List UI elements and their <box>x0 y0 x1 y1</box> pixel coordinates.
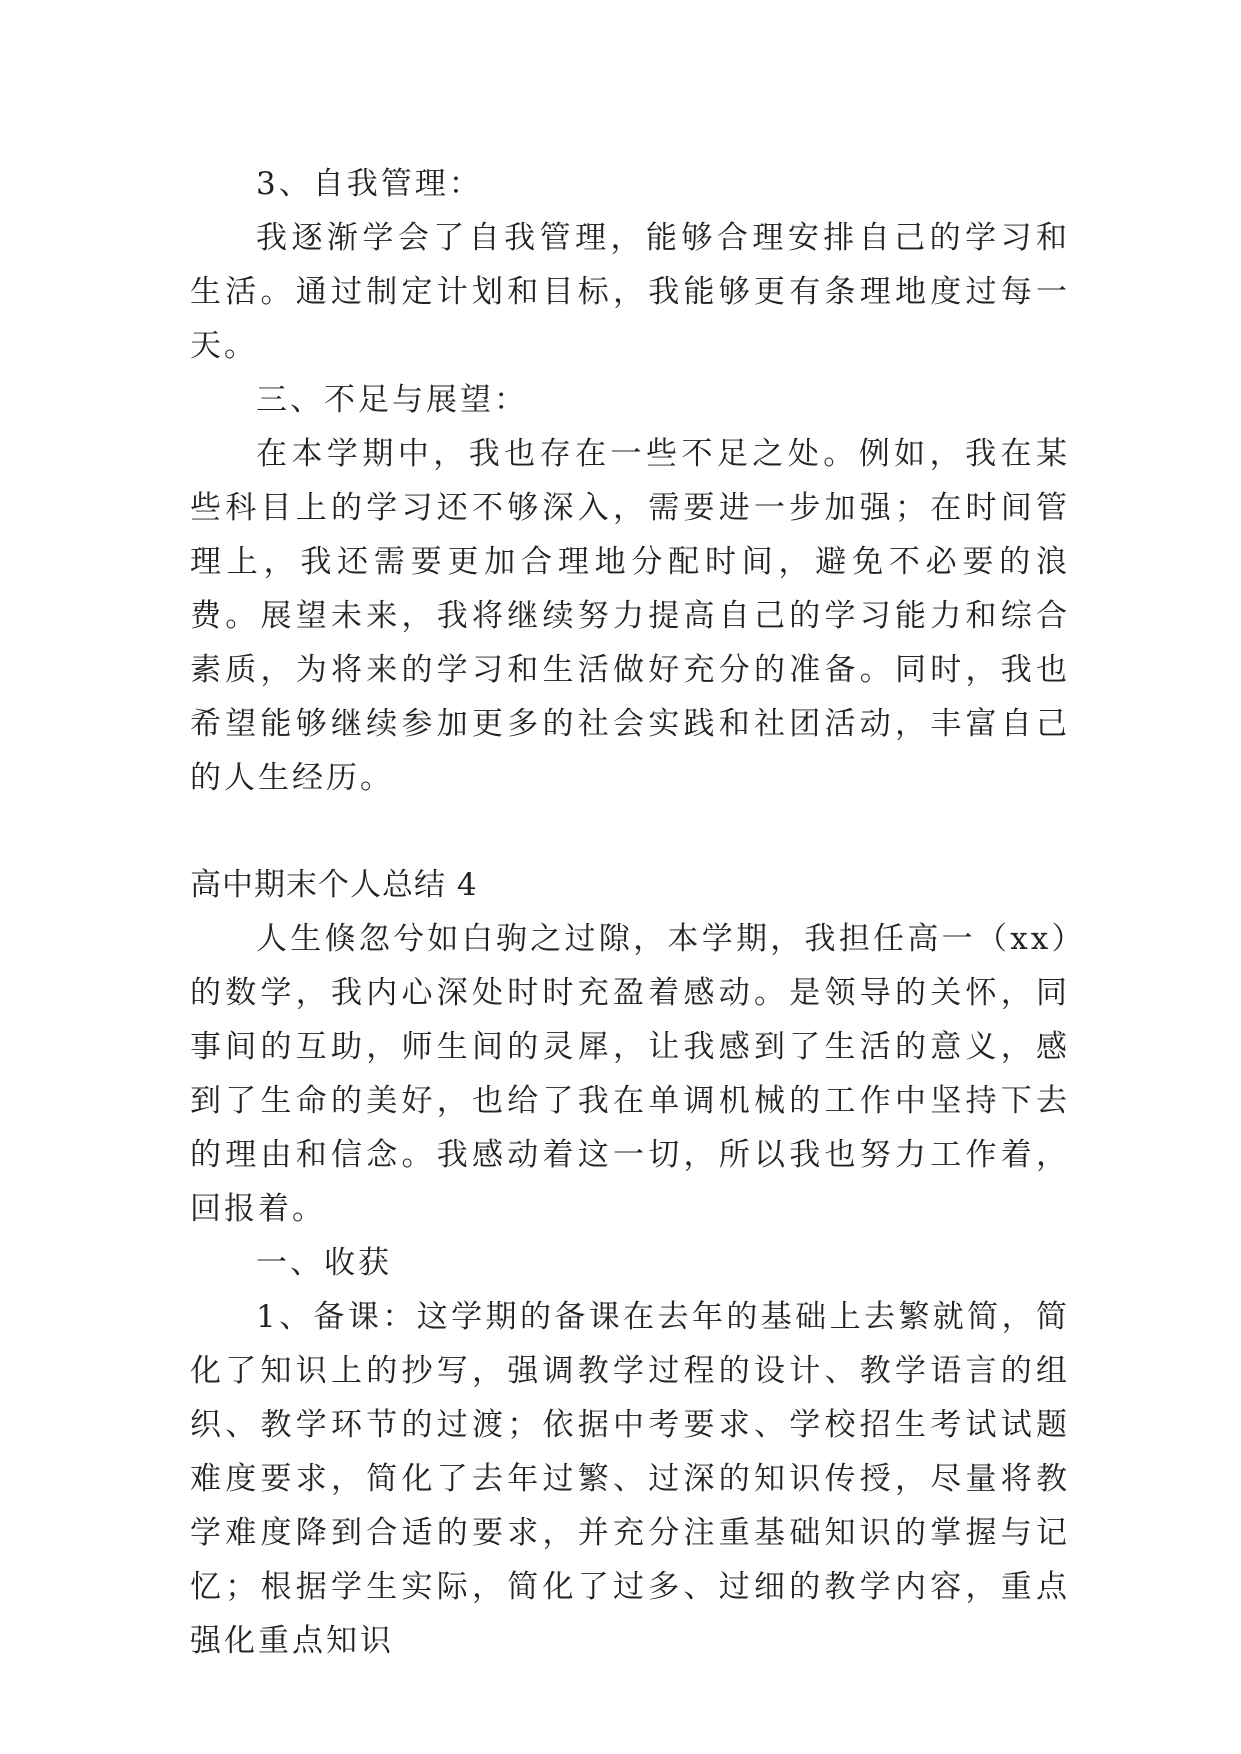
paragraph-intro: 人生倏忽兮如白驹之过隙，本学期，我担任高一（xx）的数学，我内心深处时时充盈着感动。是领导的关怀，同事间的互助，师生间的灵犀，让我感到了生活的意义，感到了生命的美好，也给了我在单调机械的工作中坚持下去的理由和信念。我感动着这一切，所以我也努力工作着，回报着。 <box>190 921 1070 1227</box>
paragraph-lesson-prep: 1、备课：这学期的备课在去年的基础上去繁就简，简化了知识上的抄写，强调教学过程的设计、教学语言的组织、教学环节的过渡；依据中考要求、学校招生考试试题难度要求，简化了去年过繁、过深的知识传授，尽量将教学难度降到合适的要求，并充分注重基础知识的掌握与记忆；根据学生实际，简化了过多、过细的教学内容，重点强化重点知识 <box>190 1299 1070 1659</box>
paragraph-self-management-heading: 3、自我管理： <box>256 166 483 202</box>
section-title: 高中期末个人总结 4 <box>190 867 478 903</box>
paragraph-shortcomings: 在本学期中，我也存在一些不足之处。例如，我在某些科目上的学习还不够深入，需要进一步加强；在时间管理上，我还需要更加合理地分配时间，避免不必要的浪费。展望未来，我将继续努力提高自己的学习能力和综合素质，为将来的学习和生活做好充分的准备。同时，我也希望能够继续参加更多的社会实践和社团活动，丰富自己的人生经历。 <box>190 436 1070 796</box>
document-body <box>190 157 1070 1668</box>
paragraph-shortcomings-heading: 三、不足与展望： <box>256 382 528 418</box>
paragraph-harvest-heading: 一、收获 <box>256 1245 392 1281</box>
paragraph-self-management: 我逐渐学会了自我管理，能够合理安排自己的学习和生活。通过制定计划和目标，我能够更有条理地度过每一天。 <box>190 220 1070 364</box>
